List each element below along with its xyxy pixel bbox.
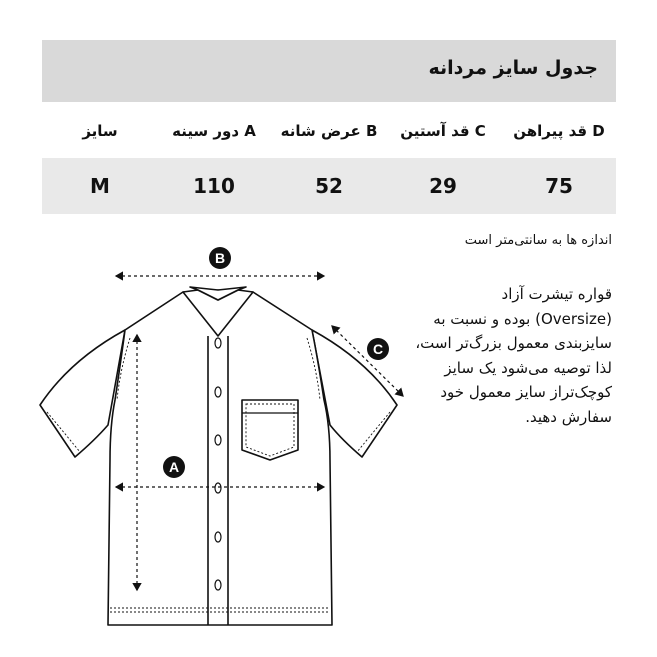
value-sleeve: 29 bbox=[429, 174, 457, 198]
header-chest: A دور سینه bbox=[172, 122, 256, 140]
value-shoulder: 52 bbox=[315, 174, 343, 198]
svg-text:C: C bbox=[372, 341, 384, 357]
fit-description-line: کوچک‌تراز سایز معمول خود bbox=[440, 383, 612, 401]
svg-text:A: A bbox=[168, 459, 180, 475]
fit-description-line: سایزبندی معمول بزرگ‌تر است، bbox=[415, 334, 612, 352]
fit-description-line: قواره تیشرت آزاد bbox=[501, 285, 612, 303]
header-size: سایز bbox=[82, 122, 118, 140]
value-chest: 110 bbox=[193, 174, 235, 198]
header-length: D قد پیراهن bbox=[513, 122, 605, 140]
header-sleeve: C قد آستین bbox=[400, 122, 486, 140]
value-length: 75 bbox=[545, 174, 573, 198]
fit-description-line: (Oversize) بوده و نسبت به bbox=[433, 309, 612, 328]
header-shoulder: B عرض شانه bbox=[280, 122, 378, 140]
label-a bbox=[163, 456, 185, 478]
label-c bbox=[367, 338, 389, 360]
svg-text:B: B bbox=[214, 250, 226, 266]
fit-description-line: لذا توصیه می‌شود یک سایز bbox=[444, 358, 612, 377]
label-b bbox=[209, 247, 231, 269]
fit-description-line: سفارش دهید. bbox=[525, 407, 612, 426]
size-table-title: جدول سایز مردانه bbox=[428, 57, 598, 79]
value-size: M bbox=[90, 174, 110, 198]
unit-note: اندازه ها به سانتی‌متر است bbox=[464, 233, 612, 248]
